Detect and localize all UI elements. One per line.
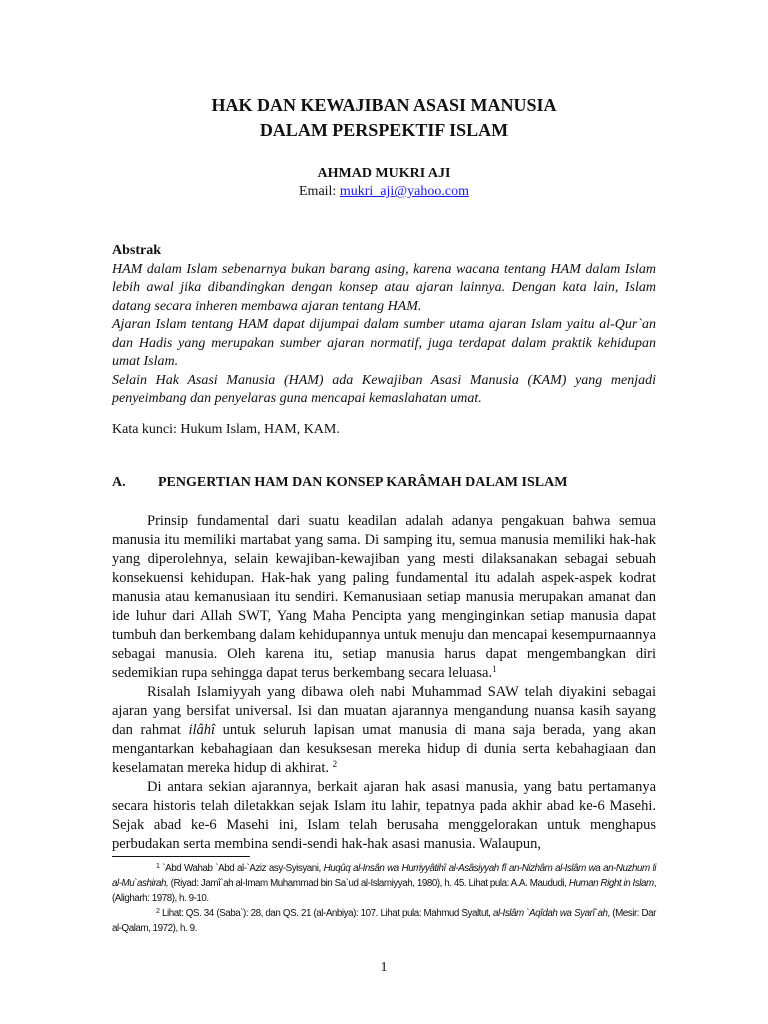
abstract-paragraph: HAM dalam Islam sebenarnya bukan barang asing, karena wacana tentang HAM dalam Islam lebih awal jika dibandingkan dengan konsep atau ajaran lainnya. Dengan kata lain, Islam datang secara inheren membawa ajaran tentang HAM.: [112, 261, 656, 314]
keywords: Kata kunci: Hukum Islam, HAM, KAM.: [112, 422, 340, 437]
footnote-title: Huqûq al-Insân wa Hurriyyâtihî al-Asâsiyyah fî an-Nizhâm al-Islâm wa an-Nuzhum li al-Mu`ashirah,: [112, 863, 656, 889]
body-paragraph: [112, 778, 656, 854]
footnote-separator: [112, 856, 250, 857]
paragraph-text: untuk seluruh lapisan umat manusia di mana saja berada, yang akan mengantarkan kebahagiaan dan kesuksesan mereka hidup di dunia serta kebahagiaan dan keselamatan mereka hidup di akhirat.: [112, 722, 656, 776]
italic-term: ilâhî: [188, 722, 216, 738]
section-title: PENGERTIAN HAM DAN KONSEP KARÂMAH DALAM ISLAM: [158, 475, 568, 490]
author-email-line: [0, 183, 768, 201]
abstract-paragraph: Selain Hak Asasi Manusia (HAM) ada Kewajiban Asasi Manusia (KAM) yang menjadi penyeimbang dan penyelaras guna mencapai kemaslahatan umat.: [112, 372, 656, 406]
footnote-text: (Riyad: Jamî`ah al-Imam Muhammad bin Sa`ud al-Islamiyyah, 1980), h. 45. Lihat pula: A.A. Maududi,: [168, 878, 569, 889]
paragraph-text: Di antara sekian ajarannya, berkait ajaran hak asasi manusia, yang batu pertamanya secara historis telah diletakkan sejak Islam itu lahir, tepatnya pada akhir abad ke-6 Masehi. Sejak abad ke-6 Masehi ini, Islam telah berusaha menggelorakan untuk menghapus perbudakan serta membina sendi-sendi hak-hak asasi manusia. Walaupun,: [112, 779, 656, 852]
abstract-paragraph: Ajaran Islam tentang HAM dapat dijumpai dalam sumber utama ajaran Islam yaitu al-Qur`an dan Hadis yang merupakan sumber ajaran normatif, juga terdapat dalam praktik kehidupan umat Islam.: [112, 317, 656, 369]
footnote-1: [112, 859, 656, 906]
paper-title-line-1: HAK DAN KEWAJIBAN ASASI MANUSIA: [211, 95, 557, 115]
footnote-2: [112, 904, 656, 936]
email-label: Email:: [299, 184, 337, 199]
paragraph-text: Prinsip fundamental dari suatu keadilan adalah adanya pengakuan bahwa semua manusia itu memiliki martabat yang sama. Di samping itu, semua manusia memiliki hak-hak yang diperolehnya, selain kewajiban-kewajiban yang mesti dilaksanakan sebagai sebuah konsekuensi kehidupan. Hak-hak yang paling fundamental itu adalah aspek-aspek kodrat manusia atau kemanusiaan itu sendiri. Kemanusiaan setiap manusia merupakan amanat dan ide luhur dari Allah SWT, Yang Maha Pencipta yang menginginkan setiap manusia dapat tumbuh dan berkembang dalam kehidupannya untuk menuju dan mencapai kesempurnaannya sebagai manusia. Oleh karena itu, setiap manusia harus dapat mengembangkan diri sedemikian rupa sehingga dapat terus berkembang secara leluasa.: [112, 513, 656, 681]
abstract: [112, 242, 656, 409]
paper-title-line-2: DALAM PERSPEKTIF ISLAM: [259, 120, 509, 140]
body-text: [112, 512, 656, 854]
footnote-title: al-Islâm `Aqîdah wa Syarî`ah: [493, 908, 608, 919]
footnote-mark: 2: [156, 908, 160, 915]
footnote-text: `Abd Wahab `Abd al-`Aziz asy-Syisyani,: [162, 863, 324, 874]
author-name: AHMAD MUKRI AJI: [317, 166, 451, 181]
footnote-ref[interactable]: 1: [492, 664, 497, 674]
abstract-heading: Abstrak: [112, 243, 162, 258]
page-number: 1: [380, 960, 388, 975]
footnote-text: , (Aligharh: 1978), h. 9-10.: [112, 878, 656, 904]
email-link[interactable]: mukri_aji@yahoo.com: [339, 184, 469, 199]
paragraph-text: Risalah Islamiyyah yang dibawa oleh nabi Muhammad SAW telah diyakini sebagai ajaran yang bersifat universal. Isi dan muatan ajarannya mengandung nuansa kasih sayang dan rahmat: [112, 684, 656, 738]
section-number: A.: [112, 475, 126, 490]
body-paragraph: [112, 683, 656, 778]
footnote-text: Lihat: QS. 34 (Saba`): 28, dan QS. 21 (al-Anbiya): 107. Lihat pula: Mahmud Syaltut,: [161, 908, 494, 919]
footnote-title: Human Right in Islam: [568, 878, 654, 889]
footnote-mark: 1: [156, 863, 160, 870]
body-paragraph: [112, 512, 656, 683]
footnote-text: , (Mesir: Dar al-Qalam, 1972), h. 9.: [112, 908, 656, 934]
footnote-ref[interactable]: 2: [332, 759, 338, 769]
